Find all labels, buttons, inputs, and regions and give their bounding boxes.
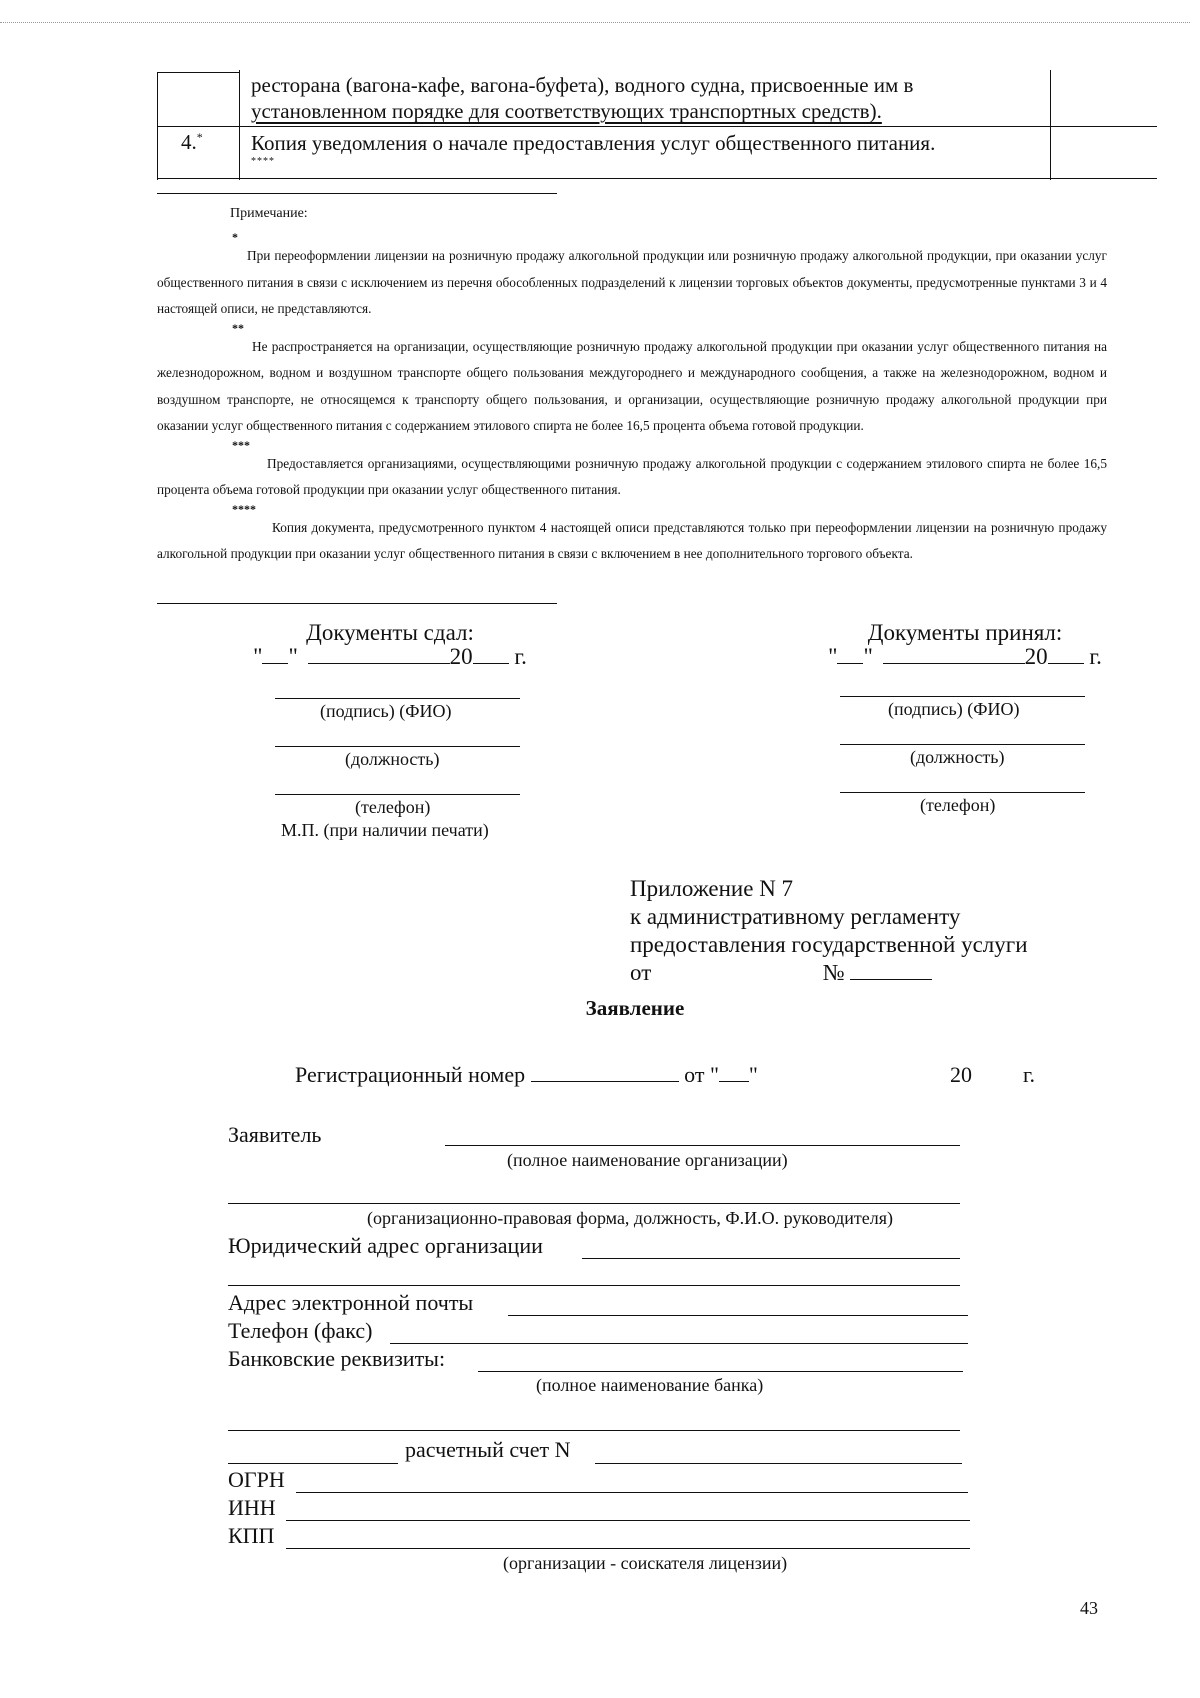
handover-left-block [240,620,540,670]
email-label: Адрес электронной почты [228,1290,474,1315]
stamp-caption: М.П. (при наличии печати) [281,820,489,840]
reg-year-prefix: 20 [950,1062,972,1087]
inn-label: ИНН [228,1495,276,1520]
handover-left-date [240,644,540,670]
reg-number-field[interactable] [531,1081,679,1082]
appendix-line3: предоставления государственной услуги [630,932,1028,957]
kpp-label: КПП [228,1523,275,1548]
notes-body [157,232,1107,568]
documents-table [157,70,1157,180]
note2-mark: ** [232,320,244,335]
note3-text: Предоставляется организациями, осуществляющими розничную продажу алкогольной продукции с содержанием этилового спирта не более 16,5 процента объема готовой продукции при оказании услуг общественного питания. [157,455,1107,497]
handover-right-phone-line [840,792,1085,793]
legal-address-label: Юридический адрес организации [228,1233,543,1258]
year-prefix: 20 [449,644,473,669]
org-full-name-caption: (полное наименование организации) [507,1150,788,1170]
legal-address-field[interactable] [582,1258,960,1259]
appendix-line1: Приложение N 7 [630,876,794,901]
phone-field[interactable] [390,1343,968,1344]
quote-open: " [828,644,838,669]
handover-right-date [800,644,1130,670]
reg-year-suffix: г. [1023,1062,1036,1087]
handover-left-phone-caption: (телефон) [355,797,431,817]
account-label: расчетный счет N [405,1437,571,1462]
handover-right-title: Документы принял: [867,620,1063,645]
handover-right-block [800,620,1130,670]
handover-right-phone-caption: (телефон) [920,795,996,815]
table-row4-text-mark: **** [251,156,275,167]
bank-details-label: Банковские реквизиты: [228,1346,446,1371]
table-row-text-line1: ресторана (вагона-кафе, вагона-буфета), водного судна, присвоенные им в [251,73,914,97]
note3-mark: *** [232,437,250,452]
note1-mark: * [232,230,238,244]
quote-close: " [863,644,873,669]
bank-details-field-2[interactable] [228,1430,960,1431]
handover-right-position-line [840,744,1085,745]
table-row-number [181,130,203,155]
year-suffix: г. [514,644,527,669]
kpp-field[interactable] [286,1548,970,1549]
reg-day-field[interactable] [719,1081,749,1082]
quote-open: " [253,644,263,669]
year-prefix: 20 [1024,644,1048,669]
table-border-col1 [239,70,240,180]
note4-text: Копия документа, предусмотренного пунктом 4 настоящей описи представляются только при переоформлении лицензии на розничную продажу алкогольной продукции при оказании услуг общественного питания в связи с включением в нее дополнительного торгового объекта. [157,519,1107,561]
table-border-col2 [1050,70,1051,180]
page-number: 43 [1080,1598,1098,1618]
note1-text: При переоформлении лицензии на розничную продажу алкогольной продукции или розничную продажу алкогольной продукции, при оказании услуг общественного питания в связи с исключением из перечня обособленных подразделений к лицензии торговых объектов документы, предусмотренные пунктами 3 и 4 настоящей описи, не представляются. [157,248,1107,316]
applicant-label: Заявитель [228,1122,322,1147]
appendix-number-label: № [822,960,845,985]
handover-left-signature-caption: (подпись) (ФИО) [320,701,452,721]
appendix-line2: к административному регламенту [630,904,961,929]
applicant-field[interactable] [445,1145,960,1146]
notes-bottom-rule [157,603,557,604]
handover-left-position-line [275,746,520,747]
ogrn-field[interactable] [296,1492,968,1493]
table-row-text-line2: установленном порядке для соответствующих транспортных средств). [251,99,882,123]
handover-right-signature-caption: (подпись) (ФИО) [888,699,1020,719]
reg-from-label: от [684,1062,705,1087]
appendix-from-label: от [630,960,652,985]
email-field[interactable] [508,1315,968,1316]
note4-mark: **** [232,501,256,516]
page-top-border [0,22,1190,23]
applicant-org-caption: (организации - соискателя лицензии) [503,1553,788,1573]
row-number: 4. [181,130,197,154]
table-row-separator [157,126,1157,127]
legal-address-field-2[interactable] [228,1285,960,1286]
appendix-date-number [630,959,1028,987]
table-row4-text: Копия уведомления о начале предоставления услуг общественного питания. [251,131,936,155]
application-title: Заявление [585,996,685,1020]
bank-details-field[interactable] [478,1371,963,1372]
year-suffix: г. [1089,644,1102,669]
ogrn-label: ОГРН [228,1467,285,1492]
handover-right-signature-line [840,696,1085,697]
registration-number-row: Регистрационный номер от " " [295,1062,758,1087]
phone-label: Телефон (факс) [228,1318,373,1343]
appendix-header [630,875,1028,987]
bank-extra-field[interactable] [228,1463,398,1464]
quote-close: " [288,644,298,669]
notes-heading: Примечание: [230,206,308,221]
account-field[interactable] [595,1463,962,1464]
row-number-mark: * [196,130,203,144]
table-bottom-border [157,178,1157,179]
handover-left-position-caption: (должность) [345,749,440,769]
bank-name-caption: (полное наименование банка) [536,1375,764,1395]
handover-left-title: Документы сдал: [306,620,474,645]
reg-year [950,1062,1035,1088]
note2-text: Не распространяется на организации, осуществляющие розничную продажу алкогольной продукции при оказании услуг общественного питания на железнодорожном, водном и воздушном транспорте общего пользования междугороднего и международного сообщения, а также на железнодорожном, водном и воздушном транспорте, не относящемся к транспорту общего пользования, и организации, осуществляющие розничную продажу алкогольной продукции при оказании услуг общественного питания с содержанием этилового спирта не более 16,5 процента объема готовой продукции. [157,338,1107,433]
reg-number-label: Регистрационный номер [295,1062,526,1087]
table-top-border-num-cell [157,72,239,73]
org-legal-form-caption: (организационно-правовая форма, должность, Ф.И.О. руководителя) [367,1208,893,1228]
handover-left-signature-line [275,698,520,699]
inn-field[interactable] [286,1520,970,1521]
handover-left-phone-line [275,794,520,795]
notes-top-rule [157,193,557,194]
org-legal-form-field[interactable] [228,1203,960,1204]
handover-right-position-caption: (должность) [910,747,1005,767]
